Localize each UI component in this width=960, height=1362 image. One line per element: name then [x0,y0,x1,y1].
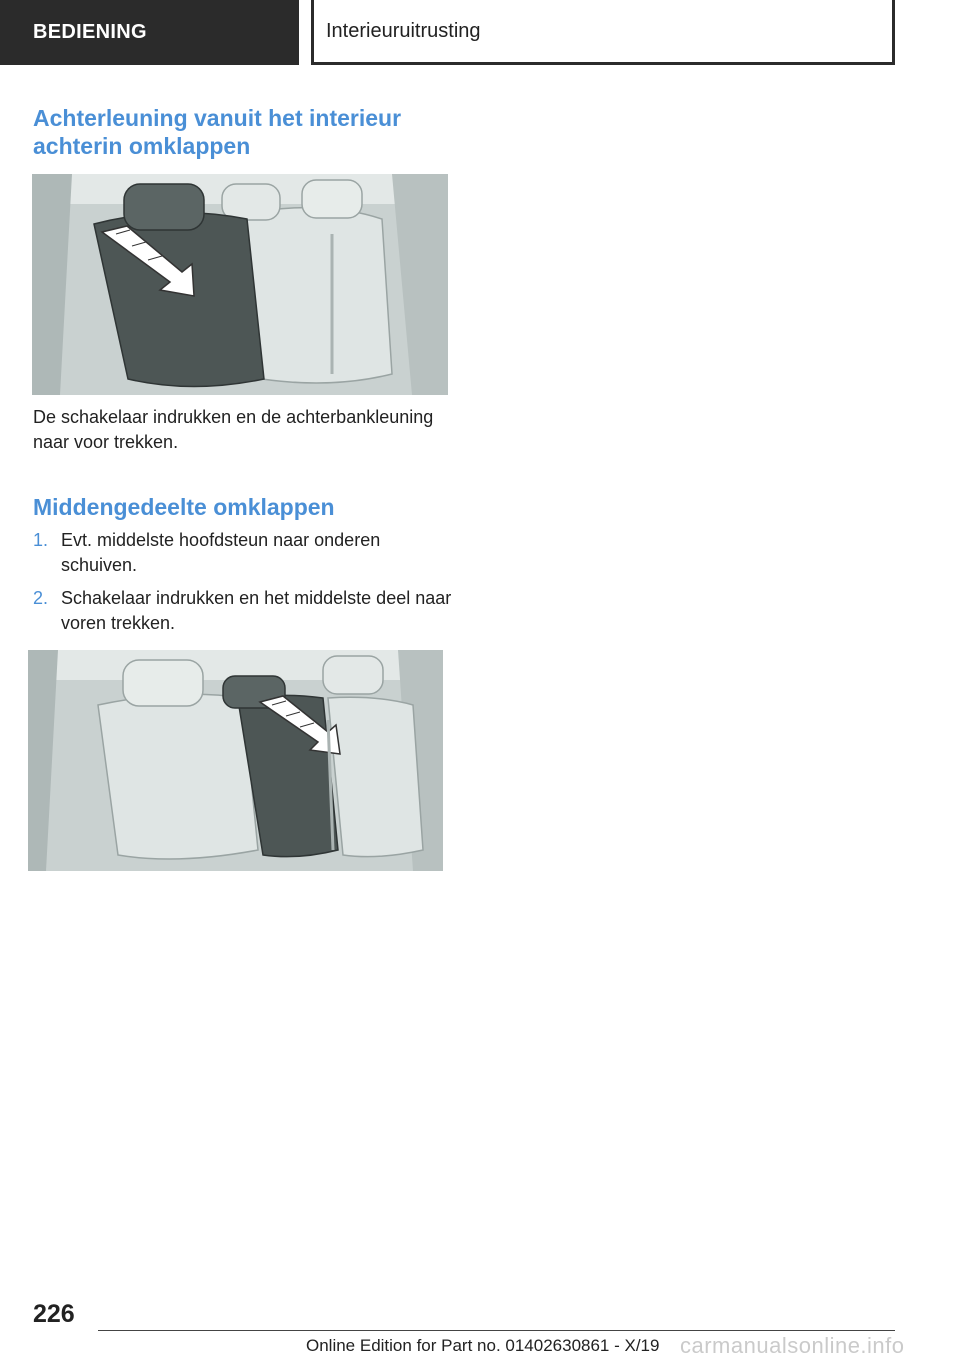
figure-center-section-fold [28,650,443,871]
figure-backrest-fold [32,174,448,395]
heading-fold-center-section: Middengedeelte omklappen [33,494,335,520]
page-number: 226 [33,1300,75,1328]
step-item [33,586,453,636]
seat-illustration-2 [28,650,443,871]
heading-fold-backrest: Achterleuning vanuit het interieur achterin omklappen [33,105,402,159]
watermark-text: carmanualsonline.info [680,1333,905,1358]
step-number: 2. [33,588,49,608]
footer-divider [98,1330,895,1331]
steps-list [33,528,453,644]
edition-text: Online Edition for Part no. 01402630861 - X/19 [306,1336,660,1355]
section-title: BEDIENING [33,21,147,43]
section-header [0,0,299,65]
step-text: Evt. middelste hoofdsteun naar onderen schuiven. [61,530,381,575]
step-number: 1. [33,530,49,550]
chapter-header [311,0,895,65]
step-text: Schakelaar indrukken en het middelste deel naar voren trekken. [61,588,452,633]
step-item [33,528,453,578]
chapter-title: Interieuruitrusting [326,19,481,42]
seat-illustration-1 [32,174,448,395]
instruction-paragraph: De schakelaar indrukken en de achterbankleuning naar voor trekken. [33,407,434,452]
